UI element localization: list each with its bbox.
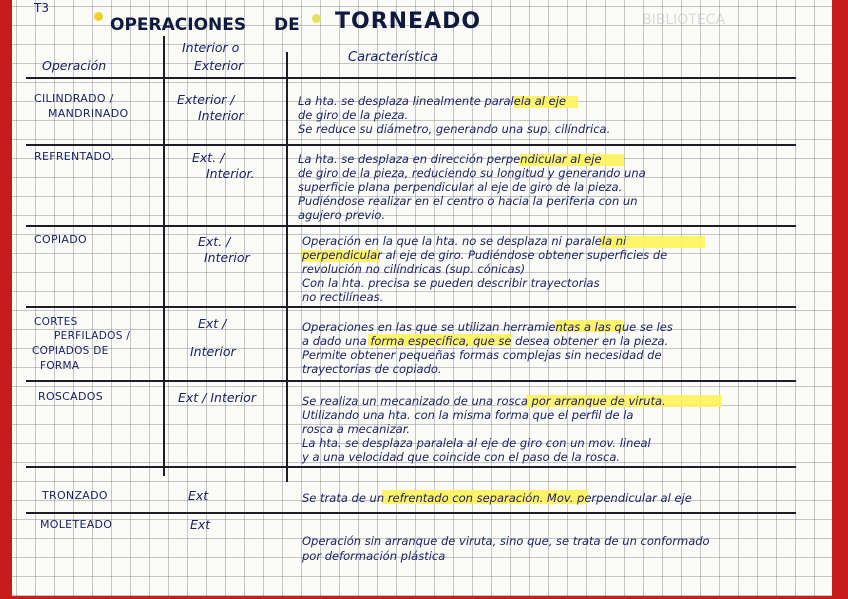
highlight-dot-1 (94, 12, 103, 21)
row5-line-5: y a una velocidad que coincide con el paso de la rosca. (302, 450, 621, 464)
header-feature: Característica (348, 50, 439, 65)
row3-line-2: perpendicular al eje de giro. Pudiéndose obtener superficies de (302, 248, 668, 262)
row3-line-5: no rectilíneas. (302, 290, 384, 304)
row3-line-1: Operación en la que la hta. no se desplaza ni paralela ni (302, 234, 627, 248)
row7-line-1: Operación sin arranque de viruta, sino que, se trata de un conformado (302, 534, 710, 548)
title-de: DE (274, 15, 300, 35)
row3-type-2: Interior (204, 250, 250, 265)
row-rule-1 (26, 144, 796, 146)
row4-type-2: Interior (190, 344, 236, 359)
row7-line-2: por deformación plástica (302, 549, 446, 563)
row-rule-5 (26, 466, 796, 468)
row5-line-2: Utilizando una hta. con la misma forma que el perfil de la (302, 408, 634, 422)
row5-type-1: Ext / Interior (178, 390, 256, 405)
show-through-text: BIBLIOTECA (642, 12, 726, 28)
header-rule (26, 77, 796, 79)
row6-type-1: Ext (188, 488, 209, 503)
row3-line-4: Con la hta. precisa se pueden describir trayectorias (302, 276, 600, 290)
row-rule-2 (26, 225, 796, 227)
row7-type-1: Ext (190, 517, 211, 532)
row2-line-3: superficie plana perpendicular al eje de giro de la pieza. (298, 180, 623, 194)
row4-operation-2: PERFILADOS / (54, 330, 131, 342)
row1-type-2: Interior (198, 108, 244, 123)
row2-line-4: Pudiéndose realizar en el centro o hacia la periferia con un (298, 194, 638, 208)
row7-operation-1: MOLETEADO (40, 518, 113, 531)
row1-line-3: Se reduce su diámetro, generando una sup. cilíndrica. (298, 122, 611, 136)
title-operaciones: OPERACIONES (110, 15, 247, 35)
row5-line-3: rosca a mecanizar. (302, 422, 411, 436)
row1-operation-1: CILINDRADO / (34, 92, 114, 105)
row5-line-4: La hta. se desplaza paralela al eje de giro con un mov. lineal (302, 436, 651, 450)
row2-operation-1: REFRENTADO. (34, 150, 115, 163)
notebook-page (12, 0, 832, 596)
row-rule-4 (26, 380, 796, 382)
row6-line-1: Se trata de un refrentado con separación. Mov. perpendicular al eje (302, 491, 692, 505)
row4-line-2: a dado una forma específica, que se desea obtener en la pieza. (302, 334, 669, 348)
row6-operation-1: TRONZADO (42, 489, 108, 502)
row1-line-1: La hta. se desplaza linealmente paralela al eje (298, 94, 566, 108)
row2-line-5: agujero previo. (298, 208, 386, 222)
row4-line-3: Permite obtener pequeñas formas complejas sin necesidad de (302, 348, 662, 362)
row2-type-1: Ext. / (192, 150, 225, 165)
row3-line-3: revolución no cilíndricas (sup. cónicas) (302, 262, 526, 276)
row2-line-2: de giro de la pieza, reduciendo su longitud y generando una (298, 166, 646, 180)
column-divider-1 (163, 36, 165, 476)
row-rule-6 (26, 512, 796, 514)
page-tag: T3 (34, 1, 49, 15)
row-rule-3 (26, 306, 796, 308)
row4-operation-4: FORMA (40, 360, 80, 372)
column-divider-2 (286, 52, 288, 482)
highlight-dot-2 (312, 14, 321, 23)
row4-operation-1: CORTES (34, 316, 78, 328)
row2-line-1: La hta. se desplaza en dirección perpendicular al eje (298, 152, 602, 166)
row1-line-2: de giro de la pieza. (298, 108, 409, 122)
row5-line-1: Se realiza un mecanizado de una rosca por arranque de viruta. (302, 394, 666, 408)
row3-operation-1: COPIADO (34, 233, 87, 246)
title-torneado: TORNEADO (335, 9, 482, 34)
row4-line-4: trayectorias de copiado. (302, 362, 442, 376)
header-interior-exterior-2: Exterior (194, 58, 244, 73)
row2-type-2: Interior. (206, 166, 255, 181)
row4-type-1: Ext / (198, 316, 227, 331)
row1-operation-2: MANDRINADO (48, 107, 129, 120)
row4-operation-3: COPIADOS DE (32, 345, 109, 357)
row4-line-1: Operaciones en las que se utilizan herramientas a las que se les (302, 320, 673, 334)
header-operation: Operación (42, 58, 107, 73)
row5-operation-1: ROSCADOS (38, 390, 103, 403)
header-interior-exterior-1: Interior o (182, 40, 240, 55)
row1-type-1: Exterior / (177, 92, 235, 107)
row3-type-1: Ext. / (198, 234, 231, 249)
